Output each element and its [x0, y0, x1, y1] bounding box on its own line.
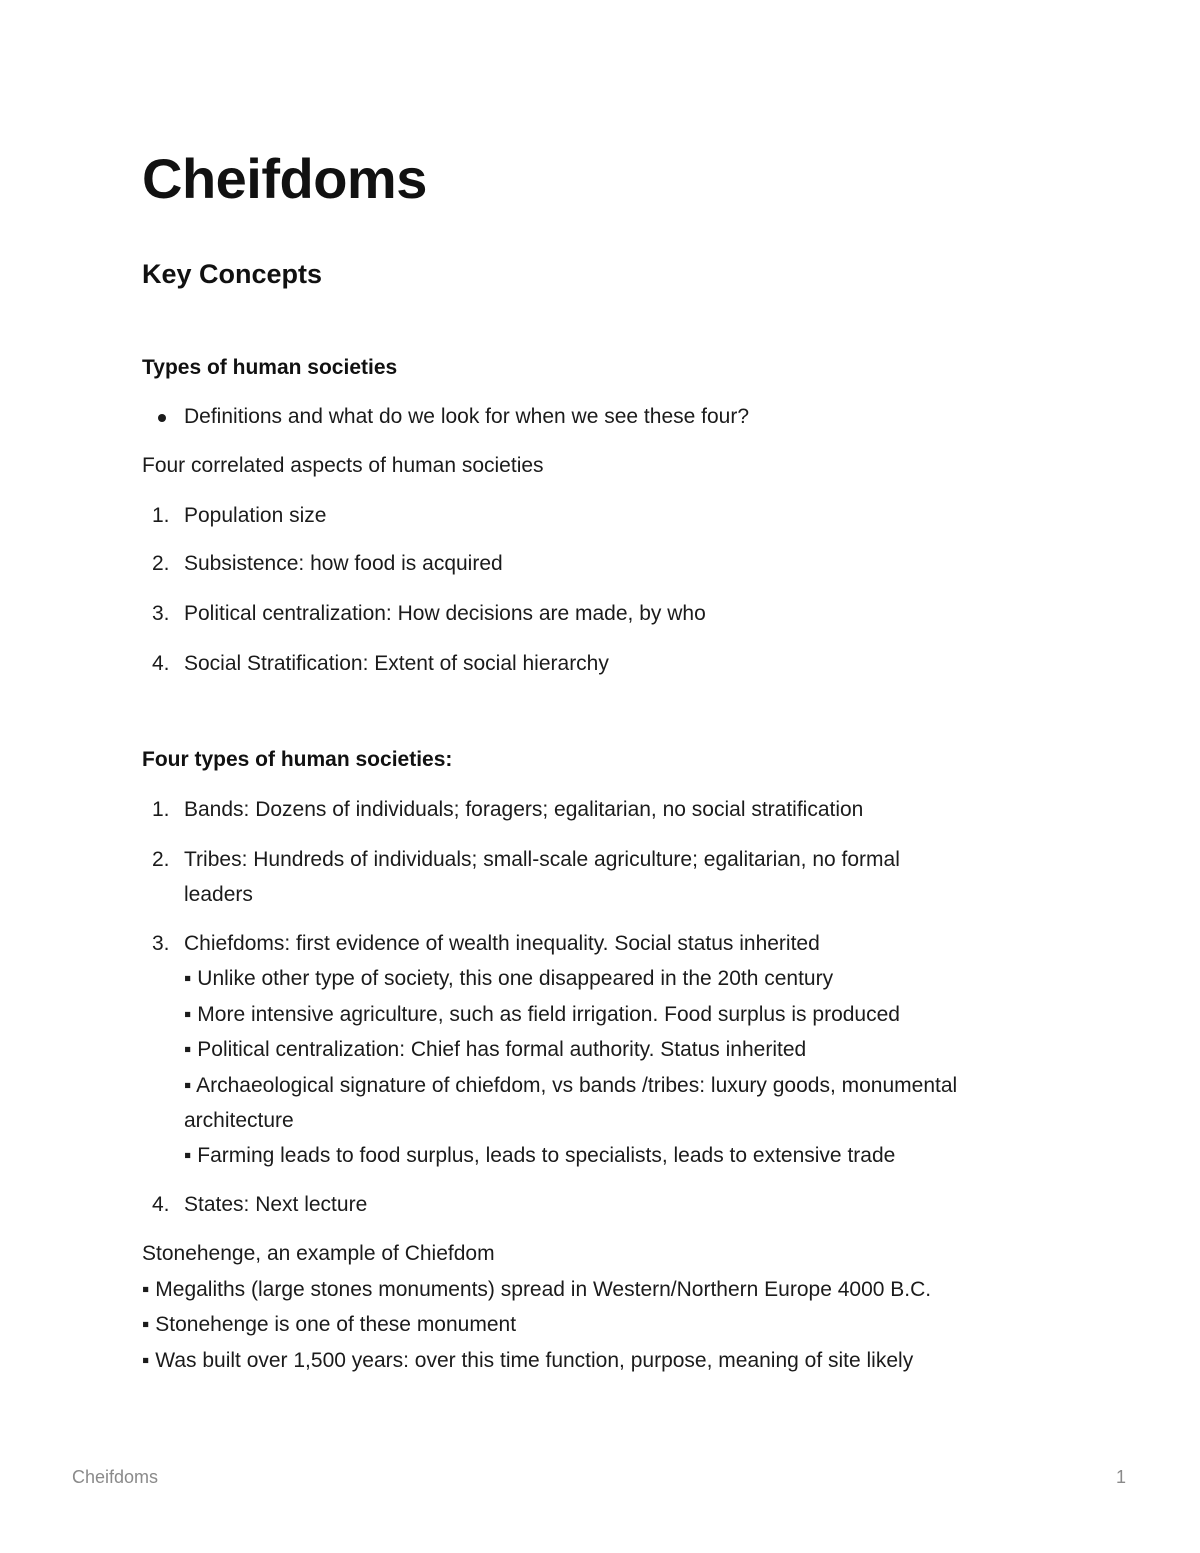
stonehenge-point: ▪ Was built over 1,500 years: over this time function, purpose, meaning of site likely [142, 1349, 914, 1372]
stonehenge-point: ▪ Megaliths (large stones monuments) spread in Western/Northern Europe 4000 B.C. [142, 1278, 932, 1301]
footer-title: Cheifdoms [72, 1467, 159, 1487]
list-item-text: Chiefdoms: first evidence of wealth inequality. Social status inherited [184, 932, 820, 955]
aspects-intro: Four correlated aspects of human societies [142, 454, 544, 477]
chiefdom-subpoint: ▪ Political centralization: Chief has formal authority. Status inherited [184, 1038, 807, 1061]
types-heading: Types of human societies [142, 356, 398, 379]
list-number: 2. [152, 552, 170, 575]
page-number: 1 [1116, 1467, 1127, 1487]
list-number: 2. [152, 848, 170, 871]
list-number: 3. [152, 932, 170, 955]
list-item-text: States: Next lecture [184, 1193, 368, 1216]
four-types-heading: Four types of human societies: [142, 748, 453, 771]
chiefdom-subpoint: ▪ Unlike other type of society, this one disappeared in the 20th century [184, 967, 834, 990]
list-number: 4. [152, 1193, 170, 1216]
chiefdom-subpoint: ▪ Archaeological signature of chiefdom, vs bands /tribes: luxury goods, monumental [184, 1074, 958, 1097]
stonehenge-point: ▪ Stonehenge is one of these monument [142, 1313, 517, 1336]
types-bullet-text: Definitions and what do we look for when we see these four? [184, 405, 750, 428]
chiefdom-subpoint: ▪ Farming leads to food surplus, leads to specialists, leads to extensive trade [184, 1144, 896, 1167]
section-heading: Key Concepts [142, 259, 323, 289]
list-number: 4. [152, 652, 170, 675]
stonehenge-intro: Stonehenge, an example of Chiefdom [142, 1242, 495, 1265]
list-number: 3. [152, 602, 170, 625]
document-title: Cheifdoms [142, 147, 427, 210]
list-item-text: Social Stratification: Extent of social hierarchy [184, 652, 609, 675]
list-item-text: Tribes: Hundreds of individuals; small-scale agriculture; egalitarian, no formal [184, 848, 900, 871]
list-item-text: Population size [184, 504, 327, 527]
bullet-dot-icon [158, 414, 166, 422]
list-item-text-continued: leaders [184, 883, 253, 906]
list-item-text: Bands: Dozens of individuals; foragers; egalitarian, no social stratification [184, 798, 864, 821]
chiefdom-subpoint-continued: architecture [184, 1109, 294, 1132]
list-number: 1. [152, 798, 170, 821]
list-number: 1. [152, 504, 170, 527]
list-item-text: Subsistence: how food is acquired [184, 552, 503, 575]
list-item-text: Political centralization: How decisions are made, by who [184, 602, 706, 625]
chiefdom-subpoint: ▪ More intensive agriculture, such as field irrigation. Food surplus is produced [184, 1003, 900, 1026]
